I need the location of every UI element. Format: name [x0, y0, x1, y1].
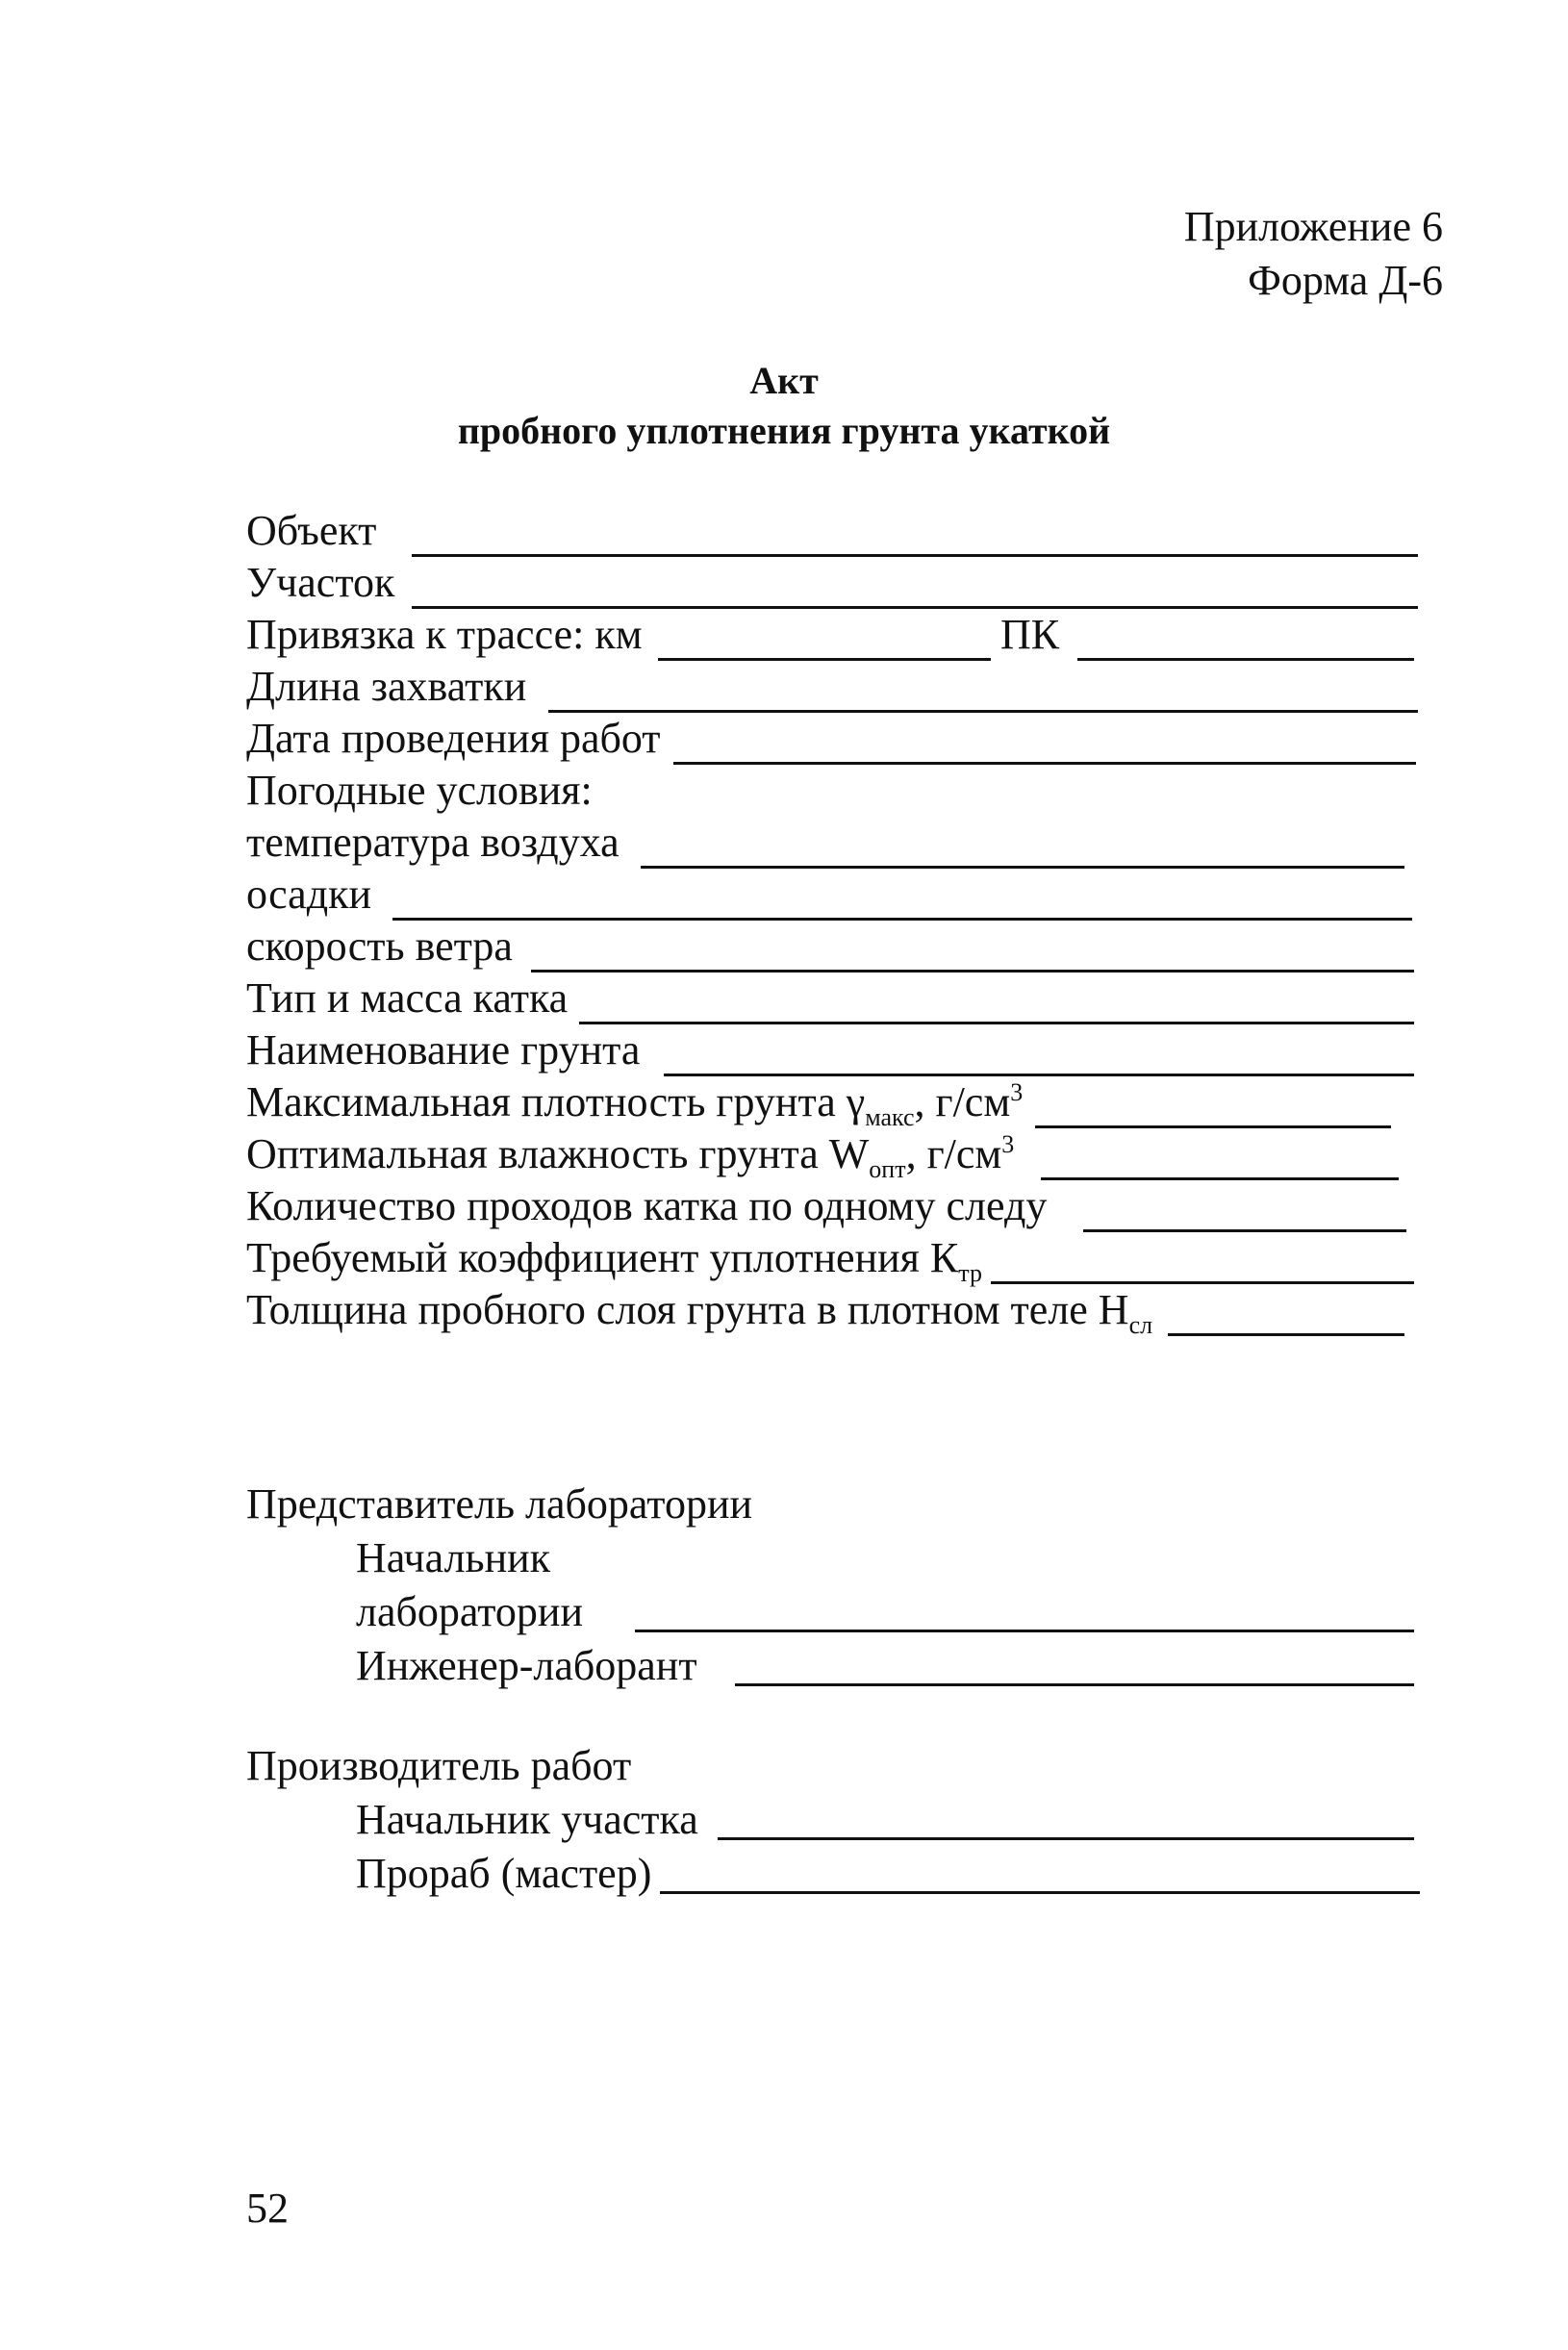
length-label: Длина захватки: [246, 663, 527, 710]
lab-engineer-label: Инженер-лаборант: [356, 1642, 697, 1689]
opt-moisture-label: [246, 1129, 1015, 1183]
coefficient-text: Требуемый коэффициент уплотнения К: [246, 1234, 959, 1281]
page-number: 52: [246, 2185, 289, 2232]
layer-subscript: сл: [1128, 1311, 1153, 1339]
lab-head-label-1: Начальник: [356, 1534, 551, 1581]
foreman-label: Прораб (мастер): [356, 1850, 652, 1897]
lab-head-signature-field[interactable]: [635, 1630, 1414, 1632]
document-title: Акт: [749, 359, 819, 402]
foreman-signature-field[interactable]: [660, 1891, 1420, 1894]
temperature-field[interactable]: [641, 866, 1404, 869]
object-label: Объект: [246, 507, 377, 554]
layer-label: [246, 1285, 1153, 1339]
pk-field[interactable]: [1077, 658, 1414, 661]
passes-label: Количество проходов катка по одному следу: [246, 1182, 1048, 1229]
lab-head-label-2: лаборатории: [356, 1588, 584, 1635]
roller-label: Тип и масса катка: [246, 974, 569, 1022]
document-subtitle: пробного уплотнения грунта укаткой: [457, 409, 1111, 452]
temperature-label: температура воздуха: [246, 819, 620, 866]
max-density-unit: , г/см: [914, 1078, 1011, 1125]
section-label: Участок: [246, 559, 395, 606]
opt-moisture-text: Оптимальная влажность грунта W: [246, 1130, 870, 1177]
passes-field[interactable]: [1083, 1229, 1406, 1232]
form-label: Форма Д-6: [1248, 257, 1443, 304]
coefficient-field[interactable]: [991, 1281, 1414, 1284]
pk-label: ПК: [1000, 611, 1060, 658]
soil-name-field[interactable]: [664, 1074, 1414, 1076]
works-producer-label: Производитель работ: [246, 1742, 632, 1789]
coefficient-label: [246, 1233, 982, 1287]
site-head-signature-field[interactable]: [718, 1837, 1414, 1840]
date-field[interactable]: [673, 762, 1416, 765]
lab-rep-label: Представитель лаборатории: [246, 1480, 753, 1528]
roller-field[interactable]: [579, 1022, 1414, 1024]
site-head-label: Начальник участка: [356, 1796, 698, 1843]
layer-field[interactable]: [1168, 1333, 1404, 1336]
precipitation-field[interactable]: [392, 918, 1412, 921]
km-field[interactable]: [658, 658, 991, 661]
precipitation-label: осадки: [246, 871, 372, 918]
coefficient-subscript: тр: [958, 1259, 982, 1287]
max-density-superscript: 3: [1010, 1078, 1024, 1106]
max-density-text: Максимальная плотность грунта γ: [246, 1078, 866, 1125]
section-field[interactable]: [412, 606, 1418, 609]
opt-moisture-superscript: 3: [1001, 1130, 1015, 1158]
weather-label: Погодные условия:: [246, 767, 593, 814]
date-label: Дата проведения работ: [246, 715, 661, 762]
max-density-label: [246, 1077, 1024, 1131]
opt-moisture-subscript: опт: [869, 1155, 906, 1183]
opt-moisture-unit: , г/см: [905, 1130, 1002, 1177]
appendix-label: Приложение 6: [1183, 203, 1443, 250]
max-density-subscript: макс: [865, 1103, 915, 1131]
max-density-field[interactable]: [1035, 1125, 1391, 1128]
wind-label: скорость ветра: [246, 922, 513, 970]
layer-text: Толщина пробного слоя грунта в плотном теле Н: [246, 1286, 1129, 1333]
route-binding-label: Привязка к трассе: км: [246, 611, 643, 658]
soil-name-label: Наименование грунта: [246, 1026, 641, 1074]
wind-field[interactable]: [531, 970, 1414, 973]
length-field[interactable]: [548, 710, 1418, 713]
lab-engineer-signature-field[interactable]: [735, 1683, 1414, 1686]
opt-moisture-field[interactable]: [1041, 1177, 1399, 1180]
object-field[interactable]: [412, 554, 1418, 557]
